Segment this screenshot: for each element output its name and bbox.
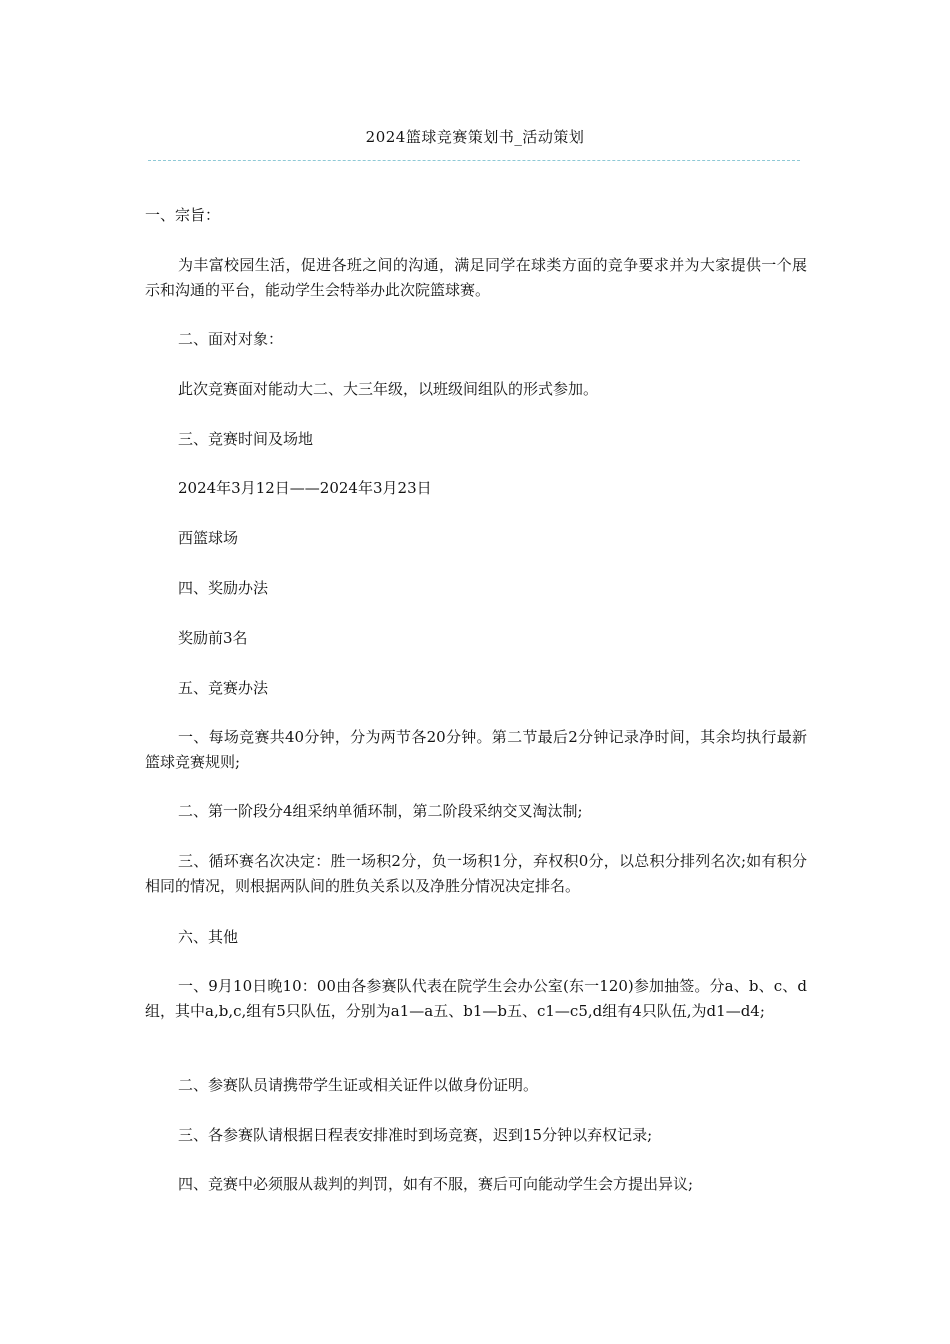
- paragraph-rule-3: 三、循环赛名次决定：胜一场积2分，负一场积1分，弃权积0分，以总积分排列名次;如有积分相同的情况，则根据两队间的胜负关系以及净胜分情况决定排名。: [145, 852, 807, 895]
- paragraph-audience-heading: 二、面对对象：: [178, 330, 284, 348]
- title-divider: [148, 160, 800, 161]
- paragraph-other-1: 一、9月10日晚10：00由各参赛队代表在院学生会办公室(东一120)参加抽签。分a、b、c、d组，其中a,b,c,组有5只队伍，分别为a1—a五、b1—b五、c1—c5,d组有4只队伍,为d1—d4;: [145, 977, 807, 1020]
- paragraph-awards-heading: 四、奖励办法: [178, 579, 269, 597]
- paragraph-other-4: 四、竞赛中必须服从裁判的判罚，如有不服，赛后可向能动学生会方提出异议;: [178, 1175, 694, 1193]
- paragraph-other-2: 二、参赛队员请携带学生证或相关证件以做身份证明。: [178, 1076, 539, 1094]
- paragraph-time-heading: 三、竞赛时间及场地: [178, 430, 314, 448]
- paragraph-audience-body: 此次竞赛面对能动大二、大三年级，以班级间组队的形式参加。: [178, 380, 599, 398]
- paragraph-other-heading: 六、其他: [178, 928, 239, 946]
- paragraph-awards-body: 奖励前3名: [178, 629, 248, 647]
- paragraph-other-3: 三、各参赛队请根据日程表安排准时到场竞赛，迟到15分钟以弃权记录;: [178, 1126, 653, 1144]
- paragraph-rules-heading: 五、竞赛办法: [178, 679, 269, 697]
- paragraph-venue: 西篮球场: [178, 529, 239, 547]
- paragraph-purpose-body: 为丰富校园生活，促进各班之间的沟通，满足同学在球类方面的竞争要求并为大家提供一个展示和沟通的平台，能动学生会特举办此次院篮球赛。: [145, 256, 807, 299]
- paragraph-rule-1: 一、每场竞赛共40分钟，分为两节各20分钟。第二节最后2分钟记录净时间，其余均执行最新篮球竞赛规则;: [145, 728, 807, 771]
- document-title: 2024篮球竞赛策划书_活动策划: [365, 128, 585, 146]
- paragraph-rule-2: 二、第一阶段分4组采纳单循环制，第二阶段采纳交叉淘汰制;: [178, 802, 583, 820]
- paragraph-time-dates: 2024年3月12日——2024年3月23日: [178, 479, 432, 497]
- paragraph-purpose-heading: 一、宗旨：: [145, 206, 221, 224]
